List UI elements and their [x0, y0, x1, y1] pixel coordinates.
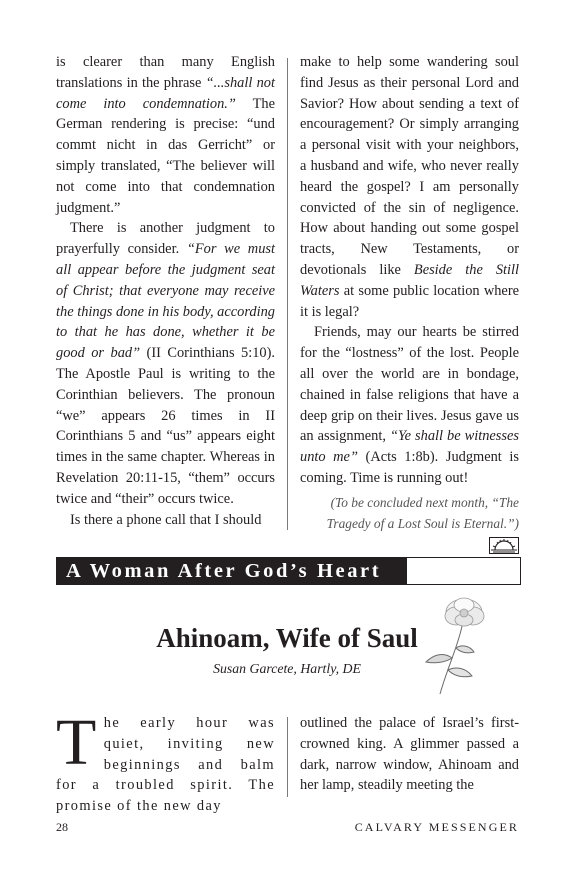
paragraph: outlined the palace of Israel’s first-crowned king. A glimmer passed a dark, narrow window, Ahinoam and her lamp, steadily meeting the — [300, 715, 519, 794]
article-column-left-top — [56, 52, 275, 530]
italic-text: Beside the Still Waters — [300, 261, 520, 299]
text: Friends, may our hearts be stirred for the “lostness” of the lost. People all over the world are in bondage, chained in false religions that have a deep grip on their lives. Jesus gave us an assignment, — [300, 324, 519, 445]
text: at some public location where it is legal? — [300, 282, 519, 320]
italic-text: “...shall not come into condemnation.” — [56, 74, 275, 112]
paragraph: he early hour was quiet, inviting new beginnings and balm for a troubled spirit. The promise of the new day — [56, 715, 275, 815]
article-column-right-top — [300, 52, 519, 555]
article-column-left-bottom — [56, 706, 275, 817]
flower-illustration-icon — [418, 596, 500, 696]
paragraph — [56, 510, 275, 531]
paragraph — [300, 52, 519, 322]
text: Is there a phone call that I should — [70, 511, 262, 528]
article-column-right-bottom — [300, 713, 519, 796]
text: (II Corinthians 5:10). The Apostle Paul is writing to the Corinthian believers. The pronoun “we” appears 26 times in II Corinthians 5 and “us” appears eight times in the same chapter. Whereas in Revelation 20:11-15, “them” occurs twice and “their” occurs twice. — [56, 345, 275, 507]
text: The German rendering is precise: “und commt nicht in das Gerricht” or simply translated, “The believer will not come into that condemnation judgment.” — [56, 95, 276, 216]
article-title: Ahinoam, Wife of Saul — [156, 623, 418, 653]
paragraph — [56, 218, 275, 509]
sunset-ornament-icon — [489, 537, 519, 554]
section-banner — [56, 557, 521, 585]
italic-text: “For we must all appear before the judgment seat of Christ; that everyone may receive the things done in his body, according to that he has done, whether it be good or bad” — [56, 241, 275, 362]
section-banner-title: A Woman After God’s Heart — [57, 558, 407, 584]
continuation-note: (To be concluded next month, “The Tragedy of a Lost Soul is Eternal.”) — [300, 493, 519, 555]
text: is clearer than many English translations in the phrase — [56, 54, 275, 91]
text: (Acts 1:8b). Judgment is coming. Time is running out! — [300, 449, 519, 486]
paragraph — [56, 52, 275, 218]
text: make to help some wandering soul find Jesus as their personal Lord and Savior? How about sending a text of encouragement? Or simply arranging a personal visit with your neighbors, a husband and wife, who never really heard the gospel? I am personally convicted of the sin of negligence. How about handing out some gospel tracts, New Testaments, or devotionals like — [300, 54, 519, 278]
article-byline: Susan Garcete, Hartly, DE — [213, 661, 361, 676]
text: There is another judgment to prayerfully consider. — [56, 220, 275, 258]
column-divider — [287, 717, 288, 797]
italic-text: “Ye shall be witnesses unto me” — [300, 428, 519, 466]
column-divider — [287, 58, 288, 530]
page-number: 28 — [56, 820, 68, 834]
paragraph — [300, 322, 519, 488]
drop-cap: T — [56, 706, 98, 779]
publication-name: CALVARY MESSENGER — [354, 820, 519, 834]
